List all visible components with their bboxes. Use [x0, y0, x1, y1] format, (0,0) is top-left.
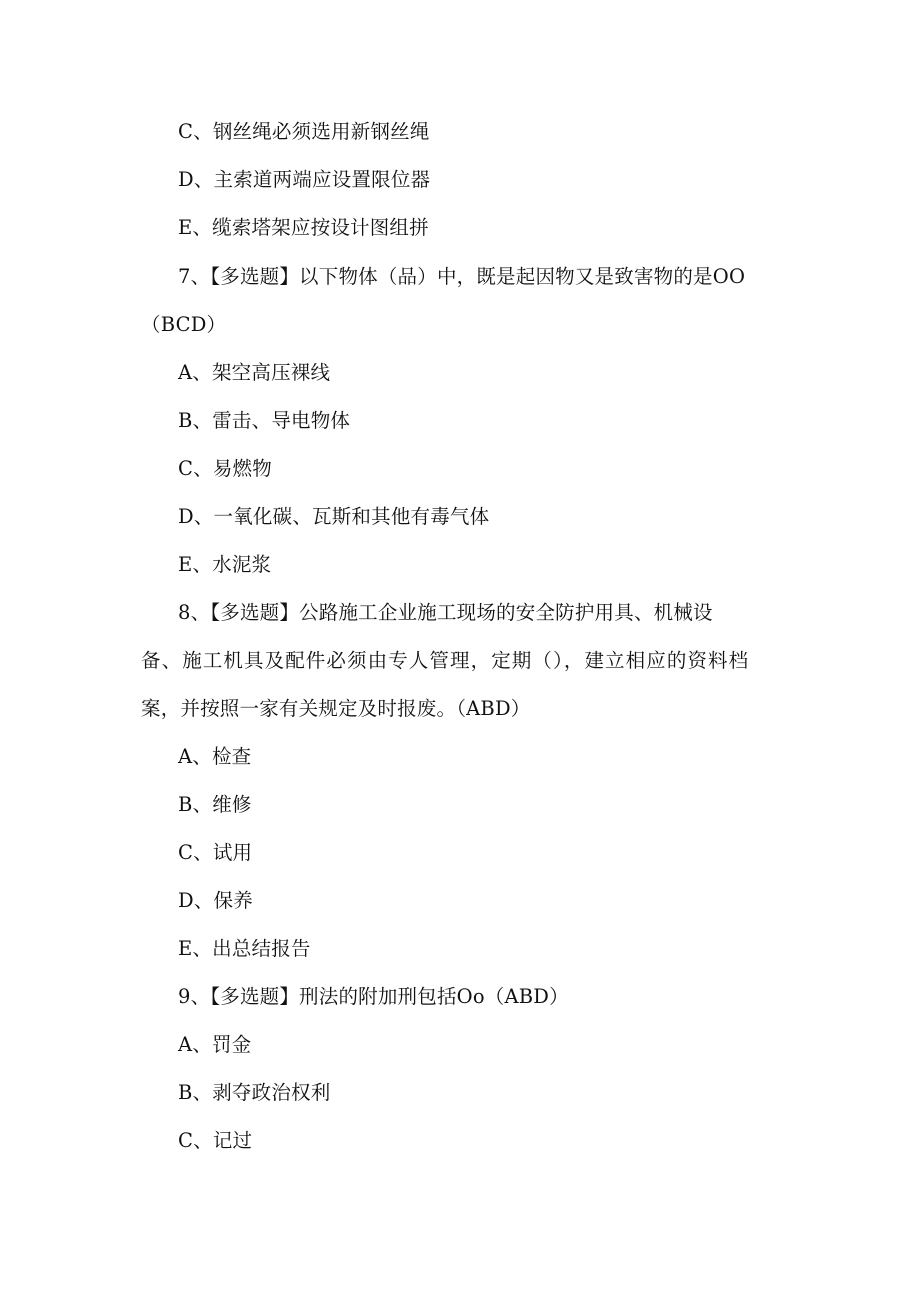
option-d-q8: D、保养	[178, 889, 253, 912]
question-8-text-line1: 8、【多选题】公路施工企业施工现场的安全防护用具、机械设	[178, 601, 713, 624]
option-b-q9: B、剥夺政治权利	[178, 1081, 331, 1104]
question-8-text-line3: 案，并按照一家有关规定及时报废。（ABD）	[141, 697, 531, 720]
option-c-q8: C、试用	[178, 841, 253, 864]
option-e-q7: E、水泥浆	[178, 553, 272, 576]
question-8-text-line2: 备、施工机具及配件必须由专人管理，定期（），建立相应的资料档	[141, 649, 750, 672]
option-a-q7: A、架空高压裸线	[178, 361, 331, 384]
option-a-q8: A、检查	[178, 745, 252, 768]
option-b-q8: B、维修	[178, 793, 252, 816]
question-9-text: 9、【多选题】刑法的附加刑包括Oo（ABD）	[178, 985, 569, 1008]
option-d-q6: D、主索道两端应设置限位器	[178, 168, 431, 191]
option-b-q7: B、雷击、导电物体	[178, 409, 351, 432]
option-e-q6: E、缆索塔架应按设计图组拼	[178, 216, 429, 239]
option-e-q8: E、出总结报告	[178, 937, 311, 960]
question-7-text: 7、【多选题】以下物体（品）中，既是起因物又是致害物的是OO	[178, 265, 746, 288]
option-c-q9: C、记过	[178, 1129, 253, 1152]
question-7-answer: （BCD）	[141, 313, 227, 336]
option-d-q7: D、一氧化碳、瓦斯和其他有毒气体	[178, 505, 490, 528]
option-a-q9: A、罚金	[178, 1033, 252, 1056]
option-c-q7: C、易燃物	[178, 457, 272, 480]
option-c-q6: C、钢丝绳必须选用新钢丝绳	[178, 120, 430, 143]
